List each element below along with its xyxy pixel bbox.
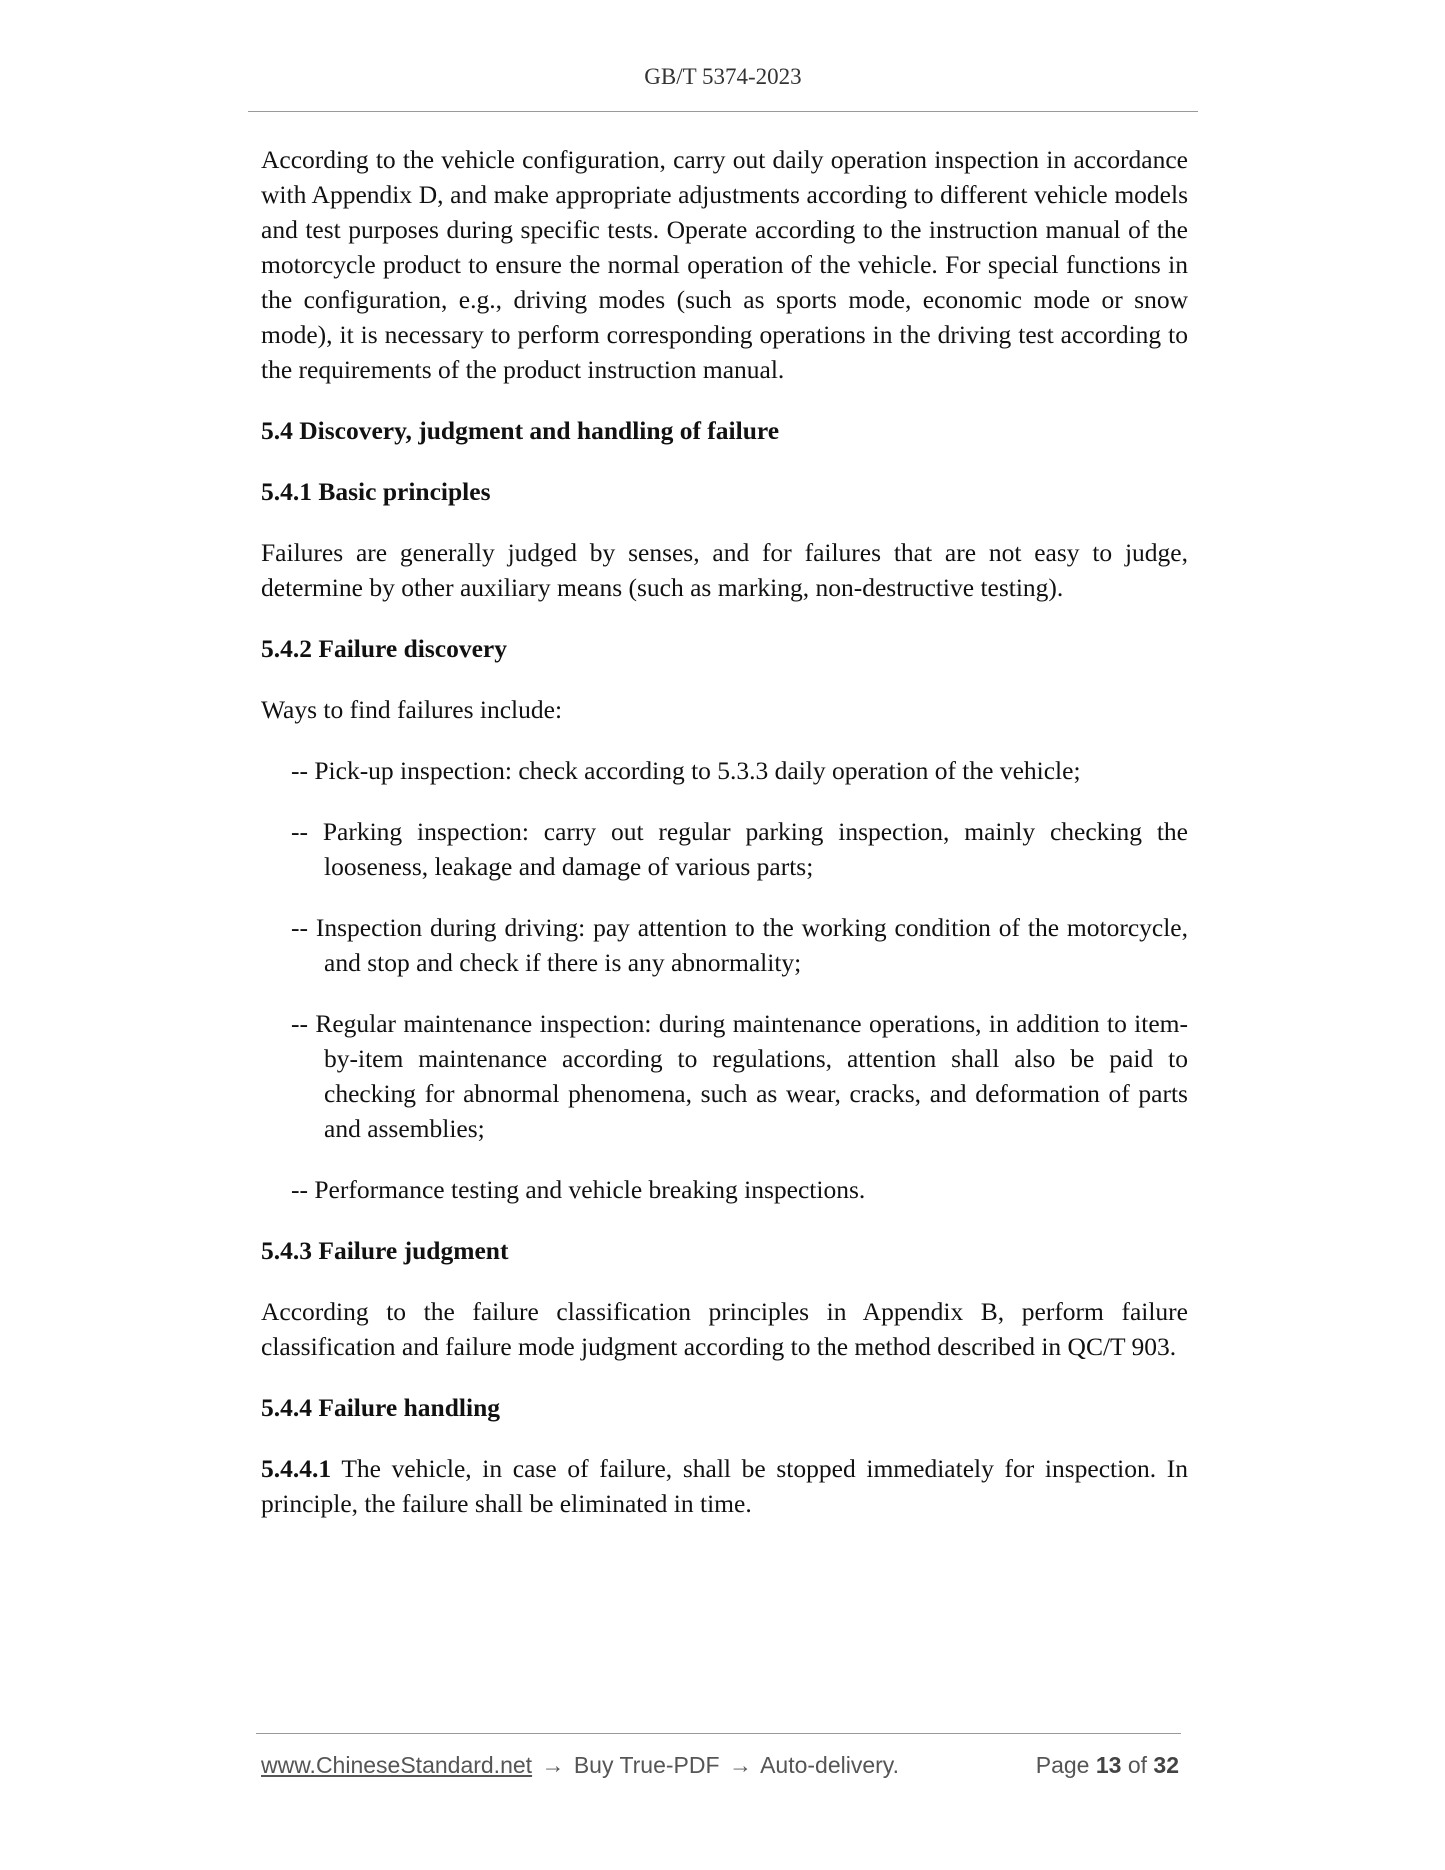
list-item-maintenance-inspection: -- Regular maintenance inspection: during maintenance operations, in addition to item-by-item maintenance according to regulations, attention shall also be paid to checking for abnormal phenomena, such as wear, cracks, and deformation of parts and assemblies; [291,1009,1188,1143]
total-page-number: 32 [1153,1752,1179,1778]
buy-text: Buy True-PDF [573,1752,720,1778]
page-indicator [1036,1752,1179,1779]
list-item-driving-inspection: -- Inspection during driving: pay attention to the working condition of the motorcycle, and stop and check if there is any abnormality; [291,913,1188,977]
page-footer [261,1752,1181,1779]
footer-divider [256,1733,1181,1734]
section-heading-5-4-2: 5.4.2 Failure discovery [261,634,507,663]
clause-number: 5.4.4.1 [261,1454,332,1483]
arrow-right-icon: → [728,1752,752,1778]
paragraph-5-4-1: Failures are generally judged by senses, and for failures that are not easy to judge, determine by other auxiliary means (such as marking, non-destructive testing). [261,538,1188,602]
page-word: Page [1035,1752,1090,1778]
section-heading-5-4-3: 5.4.3 Failure judgment [261,1236,509,1265]
of-word: of [1127,1752,1148,1778]
site-link[interactable]: www.ChineseStandard.net [261,1752,533,1778]
section-heading-5-4: 5.4 Discovery, judgment and handling of failure [261,416,780,445]
delivery-text: Auto-delivery. [760,1752,899,1778]
document-body [261,142,1188,1547]
clause-text: The vehicle, in case of failure, shall be stopped immediately for inspection. In principle, the failure shall be eliminated in time. [261,1454,1188,1518]
section-heading-5-4-1: 5.4.1 Basic principles [261,477,491,506]
current-page-number: 13 [1095,1752,1122,1778]
list-item-pickup-inspection: -- Pick-up inspection: check according to 5.3.3 daily operation of the vehicle; [291,756,1081,785]
header-divider [248,111,1198,112]
intro-paragraph: According to the vehicle configuration, carry out daily operation inspection in accordance with Appendix D, and make appropriate adjustments according to different vehicle models and test purposes during specific tests. Operate according to the instruction manual of the motorcycle product to ensure the normal operation of the vehicle. For special functions in the configuration, e.g., driving modes (such as sports mode, economic mode or snow mode), it is necessary to perform corresponding operations in the driving test according to the requirements of the product instruction manual. [261,145,1188,384]
arrow-right-icon: → [541,1752,565,1778]
page-header: GB/T 5374-2023 [644,64,802,89]
section-heading-5-4-4: 5.4.4 Failure handling [261,1393,501,1422]
list-item-performance-testing: -- Performance testing and vehicle breaking inspections. [291,1175,866,1204]
list-item-parking-inspection: -- Parking inspection: carry out regular parking inspection, mainly checking the looseness, leakage and damage of various parts; [291,817,1188,881]
paragraph-5-4-4-1 [261,1451,1188,1521]
paragraph-5-4-3: According to the failure classification principles in Appendix B, perform failure classification and failure mode judgment according to the method described in QC/T 903. [261,1297,1188,1361]
paragraph-5-4-2: Ways to find failures include: [261,695,563,724]
